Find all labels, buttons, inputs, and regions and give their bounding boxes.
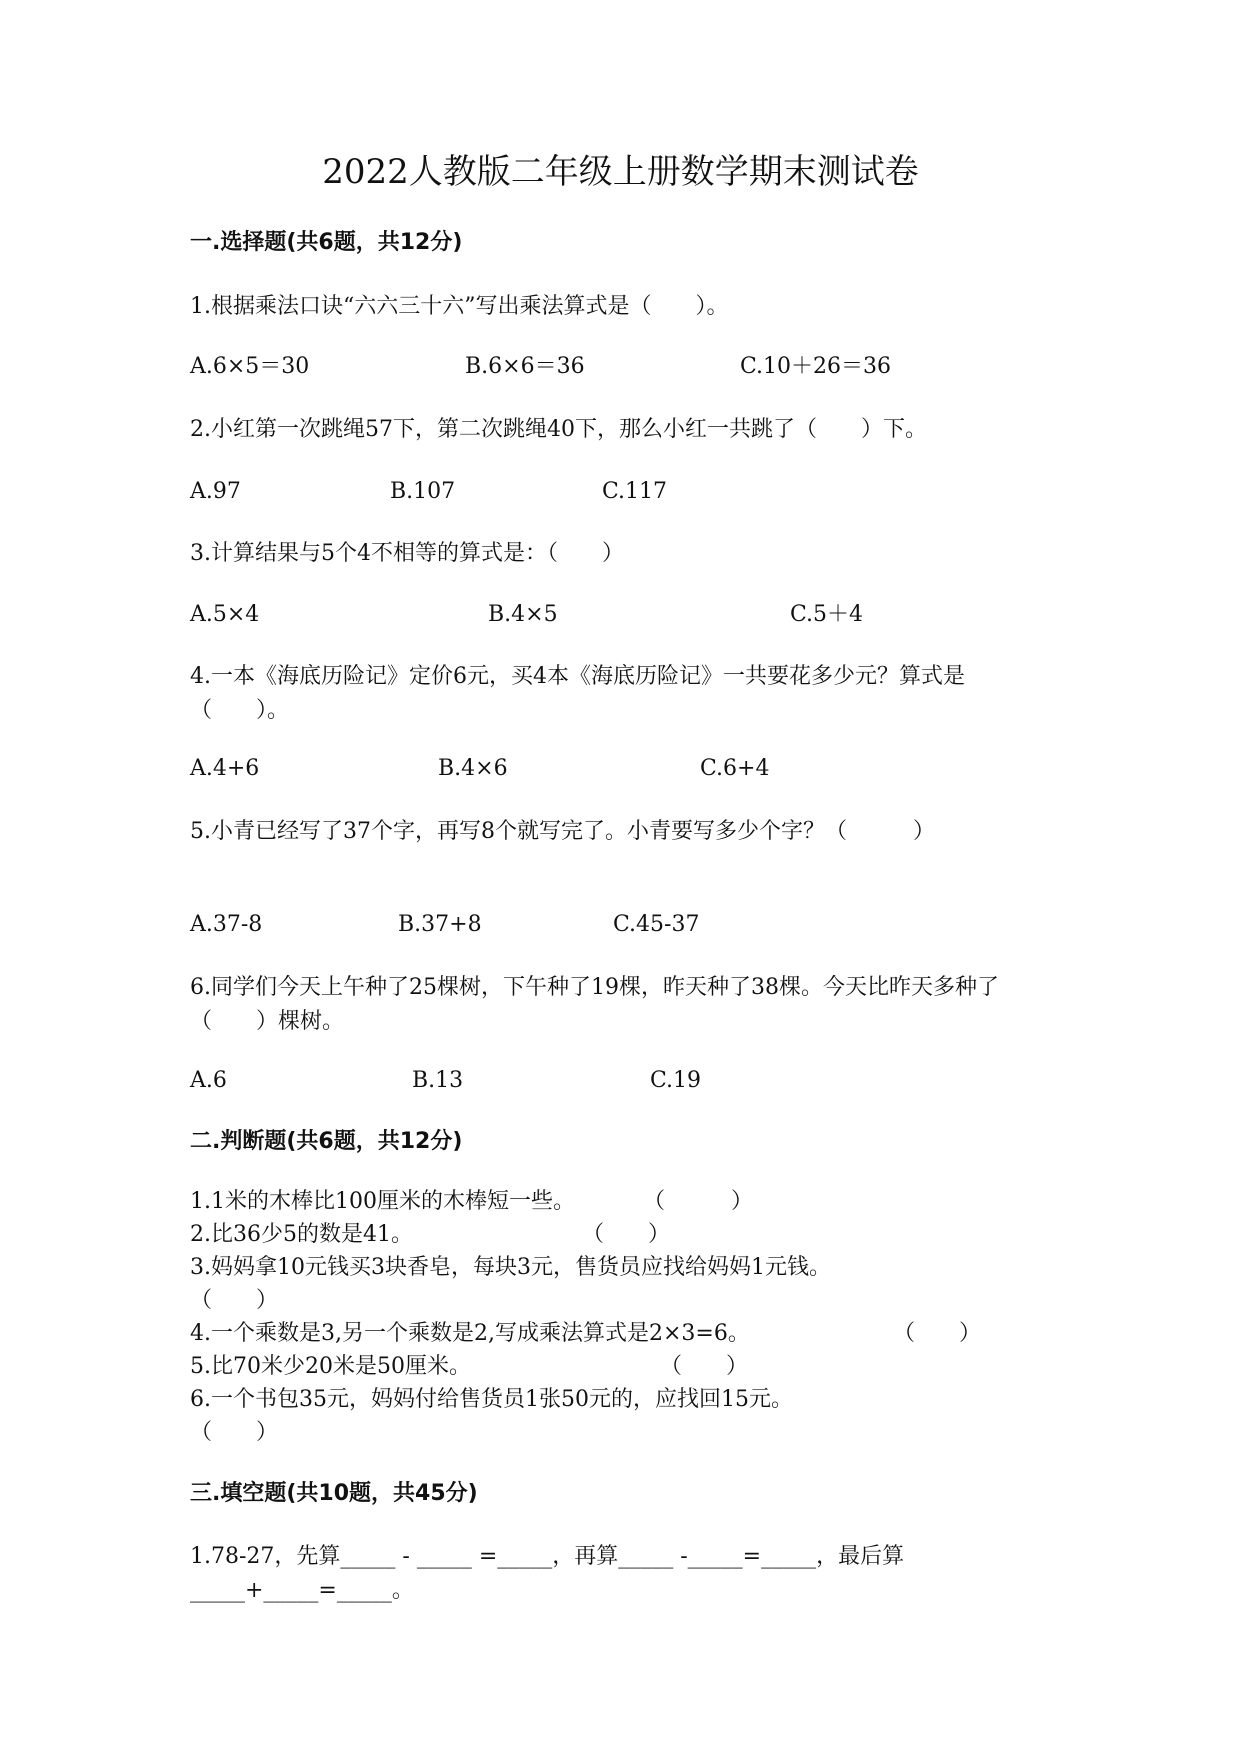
question-5-option-b: B.37+8	[398, 912, 482, 937]
section-heading-choice: 一.选择题(共6题，共12分)	[190, 230, 463, 255]
question-4-option-b: B.4×6	[438, 756, 508, 781]
question-3-option-a: A.5×4	[190, 602, 260, 627]
judgement-1-paren: （ ）	[643, 1189, 754, 1214]
question-3: 3.计算结果与5个4不相等的算式是：（ ）	[190, 541, 624, 566]
question-4-option-a: A.4+6	[190, 756, 260, 781]
judgement-4-paren: （ ）	[893, 1321, 982, 1346]
judgement-1: 1.1米的木棒比100厘米的木棒短一些。	[190, 1189, 575, 1214]
question-1-option-a: A.6×5＝30	[190, 354, 310, 379]
question-3-option-b: B.4×5	[488, 602, 558, 627]
question-5-option-c: C.45-37	[613, 912, 700, 937]
question-3-option-c: C.5＋4	[790, 602, 864, 627]
question-6-option-b: B.13	[412, 1068, 464, 1093]
question-6-option-a: A.6	[190, 1068, 227, 1093]
judgement-3: 3.妈妈拿10元钱买3块香皂，每块3元，售货员应找给妈妈1元钱。	[190, 1255, 831, 1280]
question-4: 4.一本《海底历险记》定价6元，买4本《海底历险记》一共要花多少元？算式是（ ）。	[190, 664, 965, 723]
question-2-option-b: B.107	[390, 479, 456, 504]
question-6-option-c: C.19	[650, 1068, 702, 1093]
judgement-5-paren: （ ）	[660, 1354, 749, 1379]
section-heading-judgement: 二.判断题(共6题，共12分)	[190, 1129, 463, 1154]
judgement-2: 2.比36少5的数是41。	[190, 1222, 413, 1247]
question-4-option-c: C.6+4	[700, 756, 770, 781]
question-1-option-c: C.10＋26＝36	[740, 354, 892, 379]
judgement-6-paren: （ ）	[190, 1420, 279, 1445]
question-1-option-b: B.6×6＝36	[465, 354, 585, 379]
judgement-6: 6.一个书包35元，妈妈付给售货员1张50元的，应找回15元。	[190, 1387, 793, 1412]
section-heading-fill-blank: 三.填空题(共10题，共45分)	[190, 1481, 478, 1506]
question-5: 5.小青已经写了37个字，再写8个就写完了。小青要写多少个字？（ ）	[190, 819, 935, 844]
question-2-option-c: C.117	[602, 479, 668, 504]
question-2: 2.小红第一次跳绳57下，第二次跳绳40下，那么小红一共跳了（ ）下。	[190, 417, 927, 442]
judgement-2-paren: （ ）	[582, 1222, 671, 1247]
question-1: 1.根据乘法口诀“六六三十六”写出乘法算式是（ ）。	[190, 294, 729, 319]
judgement-3-paren: （ ）	[190, 1288, 279, 1313]
question-5-option-a: A.37-8	[190, 912, 263, 937]
question-2-option-a: A.97	[190, 479, 241, 504]
judgement-4: 4.一个乘数是3,另一个乘数是2,写成乘法算式是2×3=6。	[190, 1321, 750, 1346]
page-title: 2022人教版二年级上册数学期末测试卷	[322, 152, 919, 192]
fill-blank-1: 1.78-27，先算_____ - _____ =_____，再算_____ -_____=_____，最后算_____+_____=_____。	[190, 1544, 905, 1603]
question-6: 6.同学们今天上午种了25棵树，下午种了19棵，昨天种了38棵。今天比昨天多种了（ ）棵树。	[190, 975, 999, 1034]
judgement-5: 5.比70米少20米是50厘米。	[190, 1354, 471, 1379]
